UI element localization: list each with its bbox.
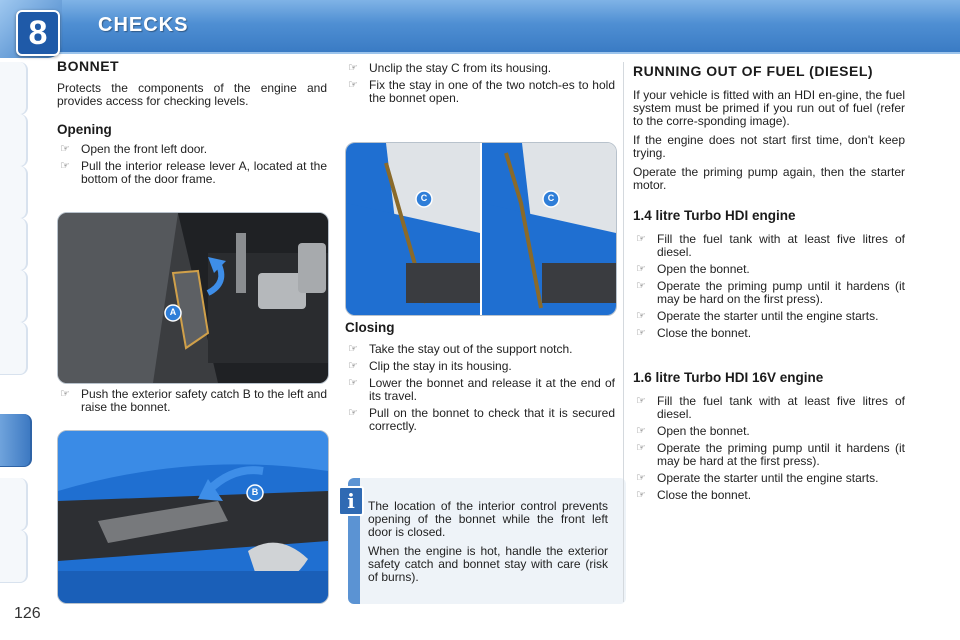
opening-title: Opening [57, 122, 112, 137]
pointer-icon: ☞ [636, 425, 646, 437]
list-item: ☞ Pull on the bonnet to check that it is secured correctly. [348, 406, 615, 433]
fuel-paragraph: If your vehicle is fitted with an HDI en-gine, the fuel system must be primed if you run out of fuel (refer to the corre-sponding image). [633, 88, 905, 128]
closing-steps [345, 343, 615, 433]
list-item: ☞ Operate the starter until the engine starts. [636, 309, 879, 323]
side-tab[interactable] [0, 478, 28, 531]
list-item: ☞ Fill the fuel tank with at least five litres of diesel. [636, 394, 905, 421]
list-item: ☞ Take the stay out of the support notch. [348, 342, 573, 356]
side-tab[interactable] [0, 114, 28, 167]
pointer-icon: ☞ [60, 388, 70, 400]
side-tab[interactable] [0, 322, 28, 375]
list-item: ☞ Open the front left door. [60, 142, 208, 156]
safety-catch-figure [57, 430, 329, 604]
column-divider [623, 62, 624, 602]
side-tab[interactable] [0, 62, 28, 115]
bonnet-stay-figure [345, 142, 617, 316]
list-item: ☞ Operate the starter until the engine starts. [636, 471, 879, 485]
opening-steps [57, 143, 327, 186]
pointer-icon: ☞ [348, 79, 358, 91]
chapter-side-tabs [0, 62, 32, 582]
pointer-icon: ☞ [60, 160, 70, 172]
closing-title: Closing [345, 320, 395, 335]
list-item: ☞ Open the bonnet. [636, 262, 750, 276]
list-item: ☞ Pull the interior release lever A, located at the bottom of the door frame. [60, 159, 327, 186]
pointer-icon: ☞ [348, 377, 358, 389]
engine1-steps [633, 233, 905, 340]
list-item: ☞ Open the bonnet. [636, 424, 750, 438]
lever-illustration [58, 213, 328, 383]
chapter-number: 8 [16, 10, 60, 56]
safety-catch-illustration [58, 431, 328, 603]
pointer-icon: ☞ [636, 327, 646, 339]
push-step [57, 388, 327, 418]
bonnet-stay-illustration [346, 143, 616, 315]
engine1-title: 1.4 litre Turbo HDI engine [633, 208, 796, 223]
figure-label-c-left: C [420, 193, 428, 203]
figure-label-b: B [251, 487, 259, 497]
fuel-column [633, 62, 905, 506]
pointer-icon: ☞ [348, 407, 358, 419]
side-tab-active[interactable] [0, 414, 32, 467]
pointer-icon: ☞ [636, 442, 646, 454]
pointer-icon: ☞ [636, 280, 646, 292]
pointer-icon: ☞ [60, 143, 70, 155]
pointer-icon: ☞ [636, 489, 646, 501]
info-text [368, 500, 608, 590]
list-item: ☞ Clip the stay in its housing. [348, 359, 512, 373]
figure-label-c-right: C [547, 193, 555, 203]
bonnet-title: BONNET [57, 58, 120, 74]
interior-release-lever-figure [57, 212, 329, 384]
side-tab[interactable] [0, 270, 28, 323]
fuel-paragraph: Operate the priming pump again, then the starter motor. [633, 165, 905, 192]
bonnet-intro: Protects the components of the engine and provides access for checking levels. [57, 81, 327, 108]
list-item: ☞ Fix the stay in one of the two notch-es to hold the bonnet open. [348, 78, 615, 105]
figure-label-a: A [169, 307, 177, 317]
list-item: ☞ Lower the bonnet and release it at the end of its travel. [348, 376, 615, 403]
list-item: ☞ Operate the priming pump until it hardens (it may be hard at the first press). [636, 441, 905, 468]
list-item: ☞ Close the bonnet. [636, 488, 752, 502]
pointer-icon: ☞ [636, 233, 646, 245]
list-item: ☞ Operate the priming pump until it hardens (it may be hard on the first press). [636, 279, 905, 306]
stay-column [345, 62, 615, 109]
info-icon: i [338, 486, 364, 516]
fuel-title: RUNNING OUT OF FUEL (DIESEL) [633, 63, 874, 79]
chapter-title: CHECKS [98, 14, 189, 36]
info-paragraph: When the engine is hot, handle the exterior safety catch and bonnet stay with care (risk of burns). [368, 544, 608, 584]
list-item: ☞ Close the bonnet. [636, 326, 752, 340]
list-item: ☞ Push the exterior safety catch B to the left and raise the bonnet. [60, 387, 327, 414]
engine2-title: 1.6 litre Turbo HDI 16V engine [633, 370, 824, 385]
pointer-icon: ☞ [348, 360, 358, 372]
pointer-icon: ☞ [348, 343, 358, 355]
engine2-steps [633, 395, 905, 502]
fuel-paragraph: If the engine does not start first time, don't keep trying. [633, 133, 905, 160]
page-number: 126 [14, 605, 41, 622]
side-tab[interactable] [0, 218, 28, 271]
pointer-icon: ☞ [636, 310, 646, 322]
pointer-icon: ☞ [348, 62, 358, 74]
info-paragraph: The location of the interior control prevents opening of the bonnet while the front left door is closed. [368, 499, 608, 539]
pointer-icon: ☞ [636, 263, 646, 275]
closing-section [345, 320, 615, 437]
list-item: ☞ Unclip the stay C from its housing. [348, 61, 552, 75]
unclip-steps [345, 62, 615, 105]
bonnet-column [57, 58, 327, 190]
pointer-icon: ☞ [636, 395, 646, 407]
pointer-icon: ☞ [636, 472, 646, 484]
side-tab[interactable] [0, 166, 28, 219]
list-item: ☞ Fill the fuel tank with at least five litres of diesel. [636, 232, 905, 259]
side-tab[interactable] [0, 530, 28, 583]
